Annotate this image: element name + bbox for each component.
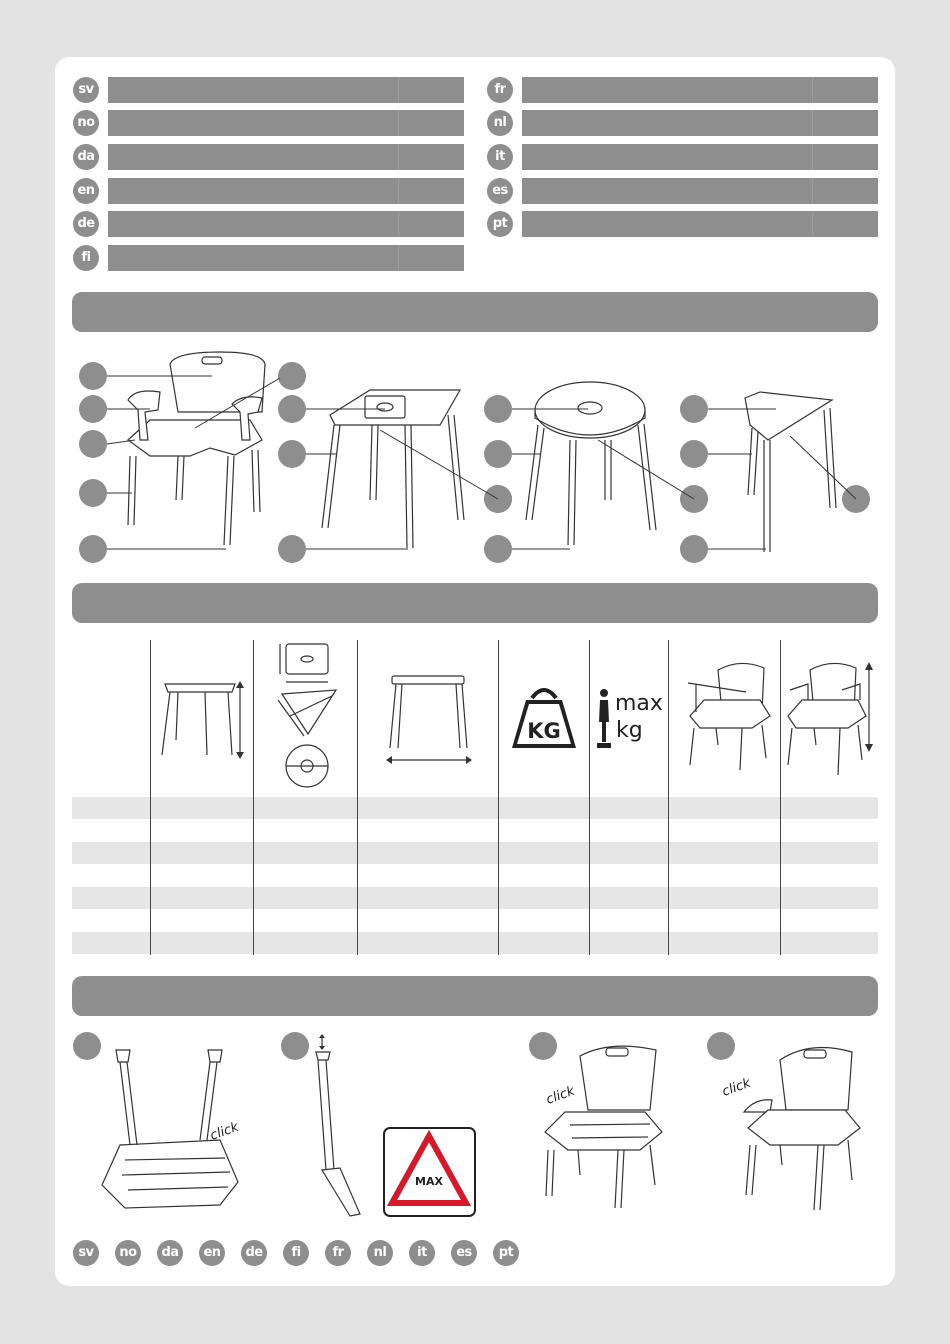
lang-badge-en: en — [199, 1240, 225, 1266]
lang-badge-fr: fr — [487, 77, 513, 103]
svg-text:kg: kg — [616, 718, 643, 743]
lang-badge-it: it — [409, 1240, 435, 1266]
lang-badge-no: no — [73, 110, 99, 136]
lang-badge-fi: fi — [73, 245, 99, 271]
lang-badge-sv: sv — [73, 77, 99, 103]
lang-badge-nl: nl — [487, 110, 513, 136]
lang-badge-da: da — [73, 144, 99, 170]
svg-text:click: click — [720, 1075, 753, 1100]
lang-badge-it: it — [487, 144, 513, 170]
svg-text:click: click — [208, 1119, 241, 1144]
lang-badge-fi: fi — [283, 1240, 309, 1266]
lang-badge-de: de — [73, 211, 99, 237]
lang-badge-es: es — [451, 1240, 477, 1266]
lang-badge-pt: pt — [493, 1240, 519, 1266]
lang-badge-fr: fr — [325, 1240, 351, 1266]
lang-badge-no: no — [115, 1240, 141, 1266]
svg-text:max: max — [615, 691, 663, 716]
lang-badge-es: es — [487, 178, 513, 204]
svg-text:KG: KG — [527, 719, 561, 743]
lang-badge-da: da — [157, 1240, 183, 1266]
lang-badge-pt: pt — [487, 211, 513, 237]
svg-text:MAX: MAX — [415, 1175, 443, 1188]
lang-badge-en: en — [73, 178, 99, 204]
lang-badge-nl: nl — [367, 1240, 393, 1266]
lang-badge-de: de — [241, 1240, 267, 1266]
lang-badge-sv: sv — [73, 1240, 99, 1266]
svg-text:click: click — [544, 1083, 577, 1108]
